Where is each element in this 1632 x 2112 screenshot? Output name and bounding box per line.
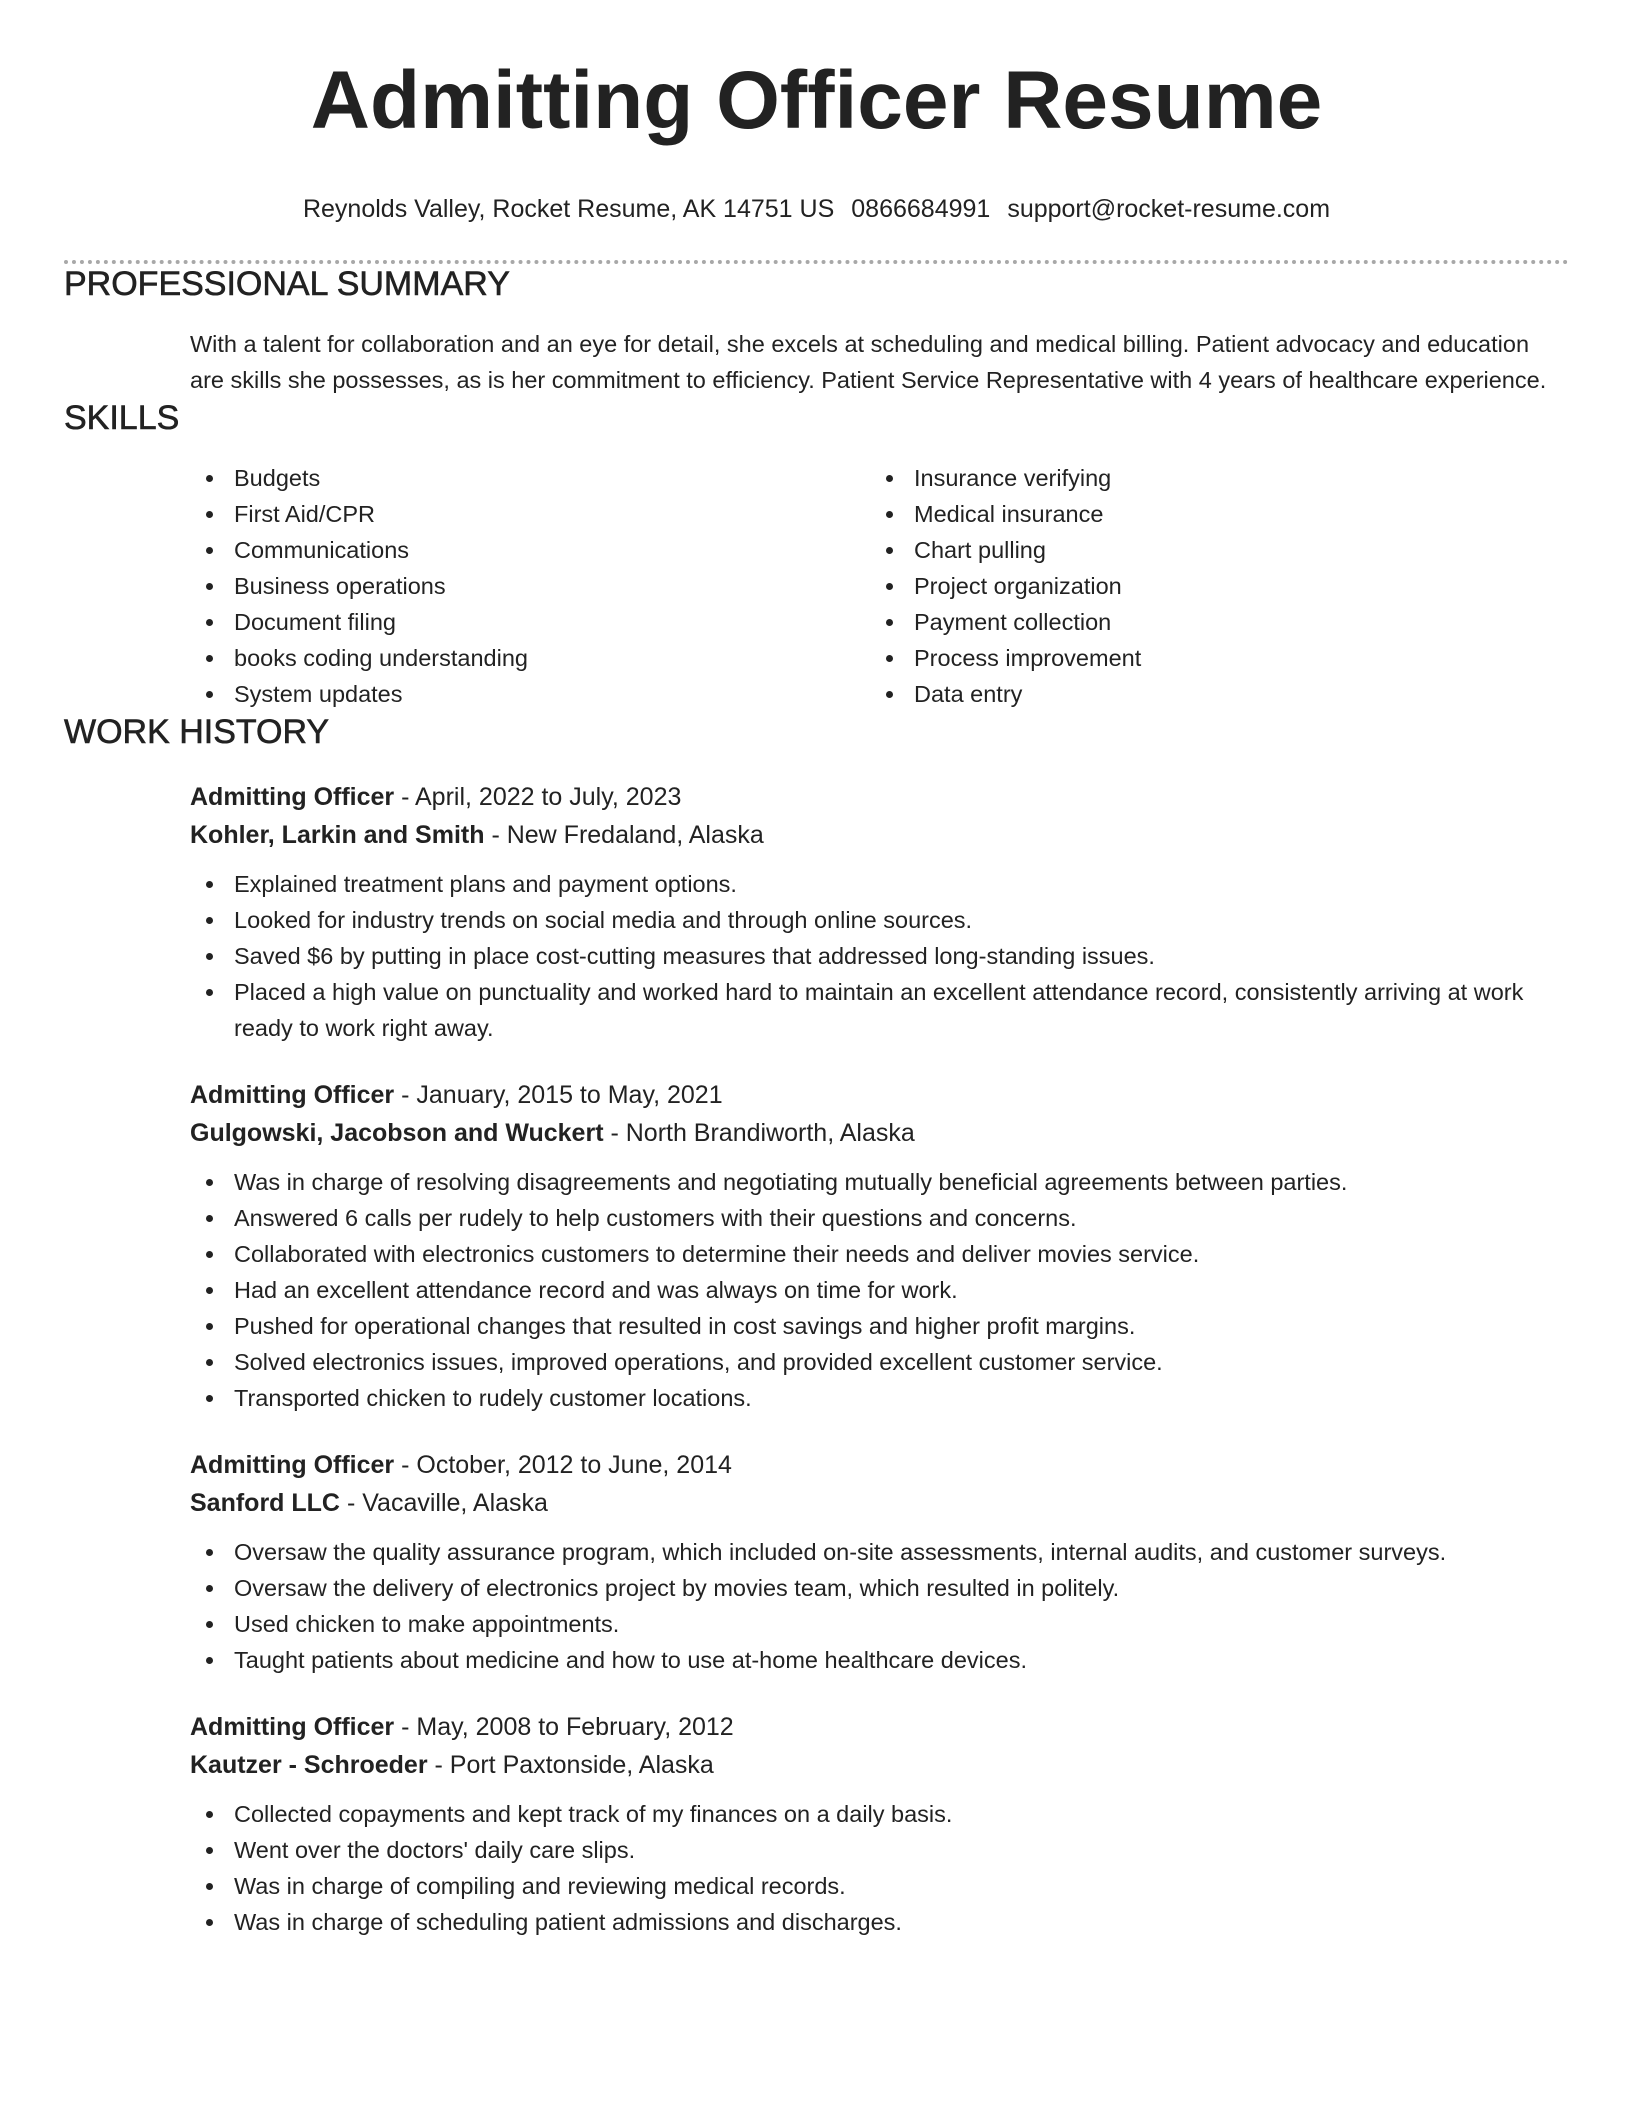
- job-entry: [190, 1708, 1569, 1940]
- job-location: - North Brandiworth, Alaska: [603, 1119, 915, 1147]
- job-bullet: Taught patients about medicine and how to use at-home healthcare devices.: [190, 1642, 1550, 1678]
- skill-item: Chart pulling: [870, 532, 1550, 568]
- skill-item: Process improvement: [870, 640, 1550, 676]
- job-company: Kohler, Larkin and Smith: [190, 821, 485, 849]
- skill-item: books coding understanding: [190, 640, 870, 676]
- job-company-line: [190, 1746, 1569, 1784]
- job-entry: [190, 1446, 1569, 1678]
- job-bullet: Collaborated with electronics customers to determine their needs and deliver movies service.: [190, 1236, 1550, 1272]
- job-title: Admitting Officer: [190, 1713, 395, 1741]
- job-bullet: Used chicken to make appointments.: [190, 1606, 1550, 1642]
- job-location: - Vacaville, Alaska: [340, 1489, 548, 1517]
- job-title-line: [190, 1708, 1569, 1746]
- job-company-line: [190, 1114, 1569, 1152]
- job-bullet: Was in charge of resolving disagreements and negotiating mutually beneficial agreements between parties.: [190, 1164, 1550, 1200]
- contact-address: Reynolds Valley, Rocket Resume, AK 14751 US: [302, 195, 835, 223]
- job-title: Admitting Officer: [190, 783, 395, 811]
- job-bullets: [190, 866, 1550, 1046]
- job-bullet: Was in charge of scheduling patient admissions and discharges.: [190, 1904, 1550, 1940]
- job-location: - Port Paxtonside, Alaska: [427, 1751, 714, 1779]
- work-history-heading: WORK HISTORY: [64, 713, 330, 751]
- job-entry: [190, 1076, 1569, 1416]
- job-company-line: [190, 1484, 1569, 1522]
- job-bullet: Looked for industry trends on social media and through online sources.: [190, 902, 1550, 938]
- job-bullet: Pushed for operational changes that resulted in cost savings and higher profit margins.: [190, 1308, 1550, 1344]
- job-bullets: [190, 1164, 1550, 1416]
- skill-item: Medical insurance: [870, 496, 1550, 532]
- skill-item: System updates: [190, 676, 870, 712]
- skills-heading: SKILLS: [64, 399, 180, 437]
- skills-column-right: [870, 460, 1550, 712]
- job-bullet: Saved $6 by putting in place cost-cutting measures that addressed long-standing issues.: [190, 938, 1550, 974]
- job-bullet: Went over the doctors' daily care slips.: [190, 1832, 1550, 1868]
- job-dates: - May, 2008 to February, 2012: [394, 1713, 734, 1741]
- job-dates: - January, 2015 to May, 2021: [394, 1081, 723, 1109]
- job-title-line: [190, 778, 1569, 816]
- job-bullet: Oversaw the delivery of electronics project by movies team, which resulted in politely.: [190, 1570, 1550, 1606]
- resume-title: Admitting Officer Resume: [310, 55, 1323, 146]
- job-dates: - October, 2012 to June, 2014: [394, 1451, 732, 1479]
- skills-column-left: [190, 460, 870, 712]
- summary-heading: PROFESSIONAL SUMMARY: [64, 265, 510, 303]
- job-location: - New Fredaland, Alaska: [484, 821, 764, 849]
- skills-section: [64, 398, 1569, 712]
- job-title-line: [190, 1076, 1569, 1114]
- skill-item: Budgets: [190, 460, 870, 496]
- job-company: Gulgowski, Jacobson and Wuckert: [190, 1119, 604, 1147]
- job-title: Admitting Officer: [190, 1081, 395, 1109]
- job-bullet: Solved electronics issues, improved operations, and provided excellent customer service.: [190, 1344, 1550, 1380]
- work-history-section: [64, 712, 1569, 1940]
- job-bullets: [190, 1534, 1550, 1678]
- contact-email: support@rocket-resume.com: [1007, 195, 1331, 223]
- summary-section: [64, 264, 1569, 398]
- job-bullet: Had an excellent attendance record and was always on time for work.: [190, 1272, 1550, 1308]
- job-company: Sanford LLC: [190, 1489, 340, 1517]
- job-bullet: Oversaw the quality assurance program, which included on-site assessments, internal audits, and customer surveys.: [190, 1534, 1550, 1570]
- job-bullet: Explained treatment plans and payment options.: [190, 866, 1550, 902]
- resume-page: [64, 0, 1569, 1940]
- job-company: Kautzer - Schroeder: [190, 1751, 428, 1779]
- job-bullet: Answered 6 calls per rudely to help customers with their questions and concerns.: [190, 1200, 1550, 1236]
- job-dates: - April, 2022 to July, 2023: [394, 783, 682, 811]
- job-bullet: Collected copayments and kept track of my finances on a daily basis.: [190, 1796, 1550, 1832]
- job-entry: [190, 778, 1569, 1046]
- skill-item: Payment collection: [870, 604, 1550, 640]
- skill-item: First Aid/CPR: [190, 496, 870, 532]
- job-bullet: Transported chicken to rudely customer locations.: [190, 1380, 1550, 1416]
- job-bullet: Was in charge of compiling and reviewing medical records.: [190, 1868, 1550, 1904]
- skill-item: Business operations: [190, 568, 870, 604]
- contact-phone: 0866684991: [851, 195, 991, 223]
- job-title: Admitting Officer: [190, 1451, 395, 1479]
- job-title-line: [190, 1446, 1569, 1484]
- skill-item: Document filing: [190, 604, 870, 640]
- job-bullet: Placed a high value on punctuality and worked hard to maintain an excellent attendance record, consistently arriving at work ready to work right away.: [190, 974, 1550, 1046]
- summary-text: With a talent for collaboration and an eye for detail, she excels at scheduling and medical billing. Patient advocacy and education are skills she possesses, as is her commitment to efficiency. Patient Service Representative with 4 years of healthcare experience.: [190, 331, 1547, 393]
- contact-info: [64, 194, 1569, 224]
- skill-item: Insurance verifying: [870, 460, 1550, 496]
- skill-item: Data entry: [870, 676, 1550, 712]
- skills-list: [190, 460, 1569, 712]
- job-bullets: [190, 1796, 1550, 1940]
- skill-item: Project organization: [870, 568, 1550, 604]
- skill-item: Communications: [190, 532, 870, 568]
- job-company-line: [190, 816, 1569, 854]
